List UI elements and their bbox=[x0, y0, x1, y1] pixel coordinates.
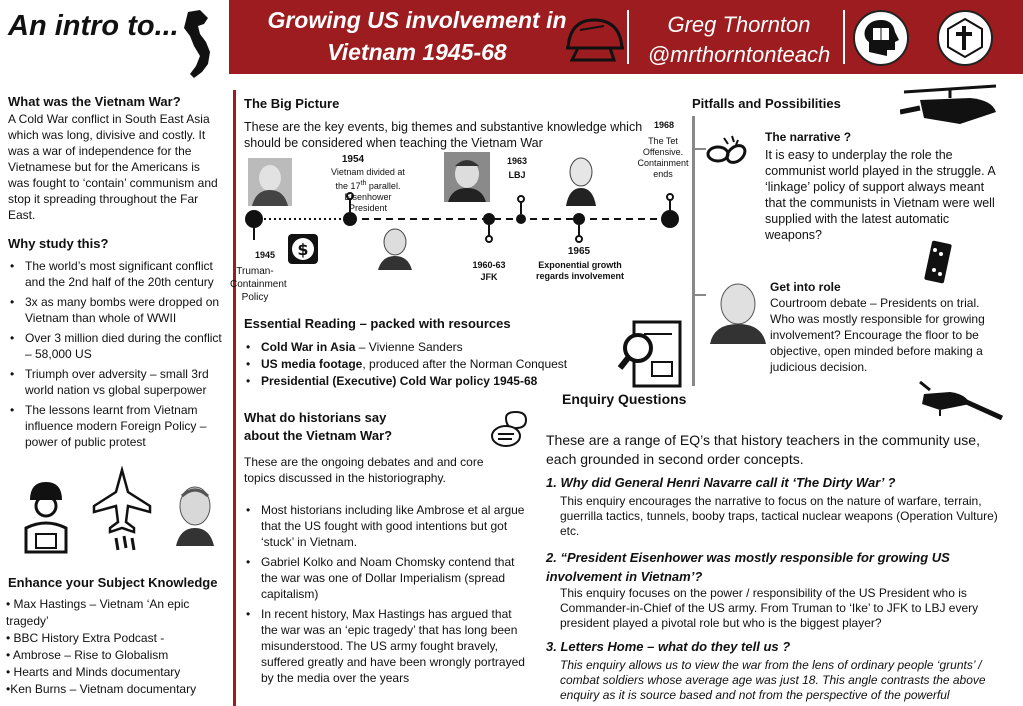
eq2-title: 2. “President Eisenhower was mostly responsible for growing US involvement in Vietnam’? bbox=[546, 550, 950, 584]
list-item: • 3x as many bombs were dropped on Vietnam than whole of WWII bbox=[8, 294, 222, 326]
eq1-body: This enquiry encourages the narrative to focus on the nature of warfare, terrain, guerrilla tactics, tunnels, booby traps, tactical nuclear weapons (Operation Vulture) etc. bbox=[560, 494, 998, 538]
enquiry-title: Enquiry Questions bbox=[562, 391, 687, 407]
timeline-node-1954 bbox=[343, 212, 357, 226]
historians-title: What do historians say about the Vietnam War? bbox=[244, 410, 393, 443]
svg-text:$: $ bbox=[297, 240, 309, 259]
lbj-portrait-icon bbox=[566, 154, 596, 206]
helicopter-icon bbox=[900, 84, 1004, 136]
pitfalls-title: Pitfalls and Possibilities bbox=[692, 96, 841, 111]
historians-intro: These are the ongoing debates and and core topics discussed in the historiography. bbox=[244, 455, 484, 485]
why-title: Why study this? bbox=[8, 236, 109, 251]
tl-1968-year: 1968 bbox=[653, 120, 675, 130]
tl-1963-year: 1963 bbox=[506, 156, 528, 166]
jfk-portrait-icon bbox=[444, 152, 490, 202]
document-search-icon bbox=[618, 318, 686, 392]
timeline-node-1968 bbox=[661, 210, 679, 228]
tl-1945-text: Truman-Containment Policy bbox=[230, 266, 287, 303]
pitfalls-divider bbox=[692, 116, 695, 386]
domino-icon bbox=[924, 240, 952, 286]
list-item: • Max Hastings – Vietnam ‘An epic tragedy’ bbox=[6, 597, 190, 628]
role-body: Courtroom debate – Presidents on trial. Who was mostly responsible for growing involvement? Encourage the floor to be objective, open minded before making a judicious decision. bbox=[770, 296, 985, 374]
eq3-title: 3. Letters Home – what do they tell us ? bbox=[546, 639, 791, 654]
eisenhower-portrait-icon bbox=[376, 226, 414, 270]
enhance-title: Enhance your Subject Knowledge bbox=[8, 575, 218, 590]
eq1-title: 1. Why did General Henri Navarre call it ‘The Dirty War’ ? bbox=[546, 475, 896, 490]
reading-title: Essential Reading – packed with resources bbox=[244, 316, 511, 331]
tl-1963-text: LBJ bbox=[508, 170, 526, 180]
jet-bombs-icon bbox=[86, 466, 158, 554]
list-item: • Triumph over adversity – small 3rd world nation vs global superpower bbox=[8, 366, 222, 398]
cross-badge-icon bbox=[937, 10, 993, 66]
tl-1945-year: 1945 bbox=[254, 250, 276, 260]
head-knowledge-icon bbox=[853, 10, 909, 66]
tl-1960-year: 1960-63 bbox=[472, 260, 506, 270]
timeline-node-1963 bbox=[516, 214, 526, 224]
dollar-icon bbox=[286, 232, 320, 266]
list-item: • In recent history, Max Hastings has argued that the war was an ‘epic tragedy’ that has long been misunderstood. The US army fought bravely, suffered greatly and have been wrongly portrayed by the media over the years bbox=[244, 606, 526, 686]
list-item: • Hearts and Minds documentary bbox=[6, 665, 181, 679]
tl-1954-year: 1954 bbox=[341, 154, 365, 165]
banner-divider bbox=[627, 10, 629, 64]
eq3-body: This enquiry allows us to view the war from the lens of ordinary people ‘grunts’ / combat soldiers whose average age was just 18. This angle contrasts the above enquiry as it is source based and not from the perspective of the powerful bbox=[560, 658, 986, 702]
tl-1960-text: JFK bbox=[480, 272, 498, 282]
list-item: • The lessons learnt from Vietnam influence modern Foreign Policy – power of public protest bbox=[8, 402, 222, 450]
list-item: • Presidential (Executive) Cold War policy 1945-68 bbox=[244, 373, 624, 389]
role-title: Get into role bbox=[770, 280, 841, 294]
what-body: A Cold War conflict in South East Asia which was long, divisive and costly. It was a war of independence for the Vietnamese but for the Americans is was fought to ‘contain’ communism and stop it spreading throughout the Far East. bbox=[8, 112, 218, 222]
tl-1965-text: Exponential growth regards involvement bbox=[535, 260, 625, 281]
banner-divider bbox=[843, 10, 845, 64]
broken-link-icon bbox=[704, 134, 750, 174]
narrative-body: It is easy to underplay the role the communist world played in the struggle. A ‘linkage’ policy of support always meant that the communists in Vietnam were well supplied with the latest automatic weapons? bbox=[765, 148, 995, 242]
timeline-node-1945 bbox=[245, 210, 263, 228]
helicopter-icon bbox=[910, 378, 1006, 424]
timeline-node-1960 bbox=[483, 213, 495, 225]
eq2-body: This enquiry focuses on the power / responsibility of the US President who is Commander-in-Chief of the US army. From Truman to ‘Ike’ to JFK to LBJ every president played a pivotal role but who is the biggest player? bbox=[560, 586, 979, 630]
list-item: •Ken Burns – Vietnam documentary bbox=[6, 682, 197, 696]
narrative-title: The narrative ? bbox=[765, 130, 852, 144]
big-picture-title: The Big Picture bbox=[244, 96, 340, 111]
list-item: • Most historians including like Ambrose et al argue that the US fought with good intentions but got ‘stuck’ in Vietnam. bbox=[244, 502, 526, 550]
list-item: • BBC History Extra Podcast - bbox=[6, 631, 165, 645]
reading-list bbox=[244, 339, 624, 393]
truman-portrait-icon bbox=[248, 158, 292, 206]
speech-bubbles-icon bbox=[490, 410, 528, 450]
list-item: • Cold War in Asia – Vivienne Sanders bbox=[244, 339, 624, 355]
list-item: • Over 3 million died during the conflict – 58,000 US bbox=[8, 330, 222, 362]
why-list bbox=[8, 258, 222, 454]
list-item: • US media footage, produced after the Norman Conquest bbox=[244, 356, 624, 372]
list-item: • Ambrose – Rise to Globalism bbox=[6, 648, 169, 662]
list-item: • The world’s most significant conflict and the 2nd half of the 20th century bbox=[8, 258, 222, 290]
enquiry-intro: These are a range of EQ’s that history teachers in the community use, each grounded in second order concepts. bbox=[546, 432, 980, 467]
enhance-list bbox=[6, 596, 226, 698]
tl-1965-year: 1965 bbox=[567, 246, 591, 257]
big-picture-intro: These are the key events, big themes and substantive knowledge which should be considered when teaching the Vietnam War bbox=[244, 120, 643, 150]
banner-author: Greg Thornton @mrthorntonteach bbox=[647, 12, 831, 67]
column-divider bbox=[233, 90, 236, 706]
soldier-icon bbox=[20, 478, 72, 556]
list-item: • Gabriel Kolko and Noam Chomsky contend that the war was one of Dollar Imperialism (spread capitalism) bbox=[244, 554, 526, 602]
historians-list bbox=[244, 502, 526, 690]
eisenhower-portrait-icon bbox=[708, 278, 768, 344]
vietnam-map-icon bbox=[178, 8, 218, 82]
what-title: What was the Vietnam War? bbox=[8, 94, 181, 109]
president-portrait-icon bbox=[172, 480, 218, 546]
soldier-helmet-icon bbox=[564, 14, 626, 64]
tl-1968-text: The Tet Offensive. Containment ends bbox=[637, 136, 689, 179]
tl-1954-text: Vietnam divided at the 17th parallel. Eisenhower President bbox=[331, 167, 405, 213]
intro-title: An intro to... bbox=[8, 10, 179, 42]
banner-title: Growing US involvement in Vietnam 1945-68 bbox=[267, 7, 567, 65]
timeline-node-1965 bbox=[573, 213, 585, 225]
header-banner bbox=[229, 0, 1023, 74]
